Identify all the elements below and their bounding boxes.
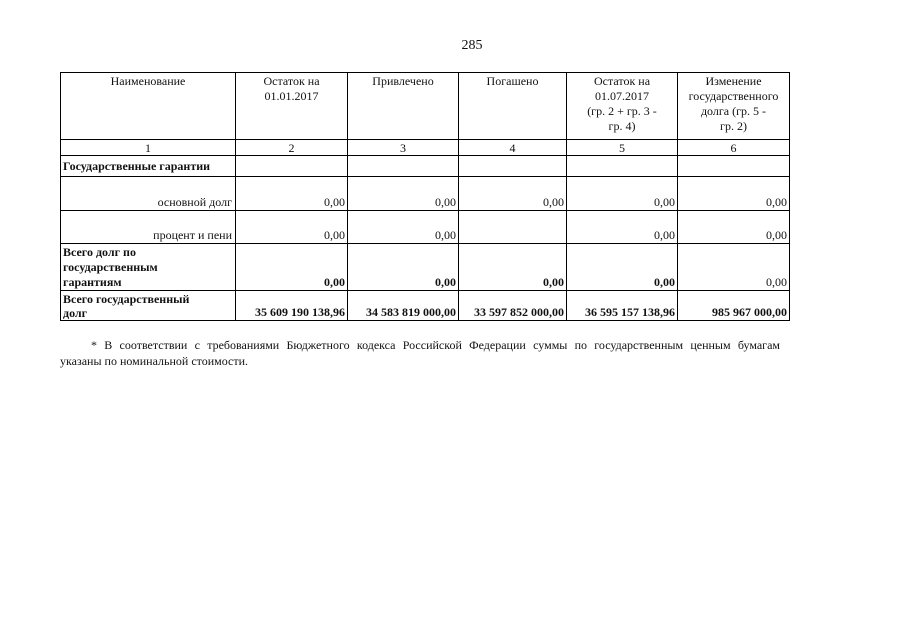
column-number: 2 bbox=[236, 140, 348, 156]
header-text: гр. 2) bbox=[720, 119, 747, 133]
footnote bbox=[60, 337, 780, 369]
header-text: Привлечено bbox=[372, 74, 434, 88]
table-row bbox=[61, 291, 790, 321]
table-cell: 34 583 819 000,00 bbox=[348, 291, 459, 321]
table-header-row bbox=[61, 73, 790, 140]
table-cell: 985 967 000,00 bbox=[678, 291, 790, 321]
header-text: 01.01.2017 bbox=[264, 89, 319, 103]
table-cell: 36 595 157 138,96 bbox=[567, 291, 678, 321]
header-text: Остаток на bbox=[593, 74, 651, 88]
header-cell-balance-end bbox=[567, 73, 678, 140]
table-row bbox=[61, 244, 790, 291]
column-number: 4 bbox=[459, 140, 567, 156]
table-cell: 0,00 bbox=[348, 244, 459, 291]
table-row bbox=[61, 177, 790, 211]
header-text: (гр. 2 + гр. 3 - bbox=[587, 104, 657, 118]
table-cell: 0,00 bbox=[236, 177, 348, 211]
column-number: 1 bbox=[61, 140, 236, 156]
header-text: 01.07.2017 bbox=[595, 89, 649, 103]
table-cell: 0,00 bbox=[678, 244, 790, 291]
row-label bbox=[61, 156, 236, 177]
header-cell-repaid bbox=[459, 73, 567, 140]
table-cell bbox=[567, 156, 678, 177]
footnote-line: * В соответствии с требованиями Бюджетного кодекса Российской Федерации суммы по государственным ценным бумагам bbox=[91, 338, 780, 352]
table-cell bbox=[348, 156, 459, 177]
table-cell: 0,00 bbox=[236, 211, 348, 244]
header-text: гр. 4) bbox=[608, 119, 636, 133]
row-label-text: основной долг bbox=[157, 195, 232, 209]
header-text: долга (гр. 5 - bbox=[700, 104, 767, 118]
table-cell: 0,00 bbox=[236, 244, 348, 291]
table-cell bbox=[459, 156, 567, 177]
table-cell: 0,00 bbox=[459, 177, 567, 211]
header-text: Изменение bbox=[705, 74, 762, 88]
footnote-line: указаны по номинальной стоимости. bbox=[60, 354, 249, 368]
table-cell bbox=[459, 211, 567, 244]
column-number-row bbox=[61, 140, 790, 156]
table-row bbox=[61, 211, 790, 244]
row-label bbox=[61, 177, 236, 211]
table-cell: 0,00 bbox=[567, 211, 678, 244]
page-number: 285 bbox=[461, 38, 483, 53]
row-label-text: процент и пени bbox=[153, 228, 232, 242]
header-cell-borrowed bbox=[348, 73, 459, 140]
table-cell: 0,00 bbox=[567, 244, 678, 291]
debt-table bbox=[60, 72, 790, 321]
row-label-text: Всего долг по bbox=[63, 245, 136, 259]
row-label-text: Всего государственный bbox=[63, 292, 190, 306]
table-cell: 0,00 bbox=[678, 177, 790, 211]
column-number: 5 bbox=[567, 140, 678, 156]
table-cell bbox=[678, 156, 790, 177]
row-label-text: Государственные гарантии bbox=[63, 158, 211, 173]
header-text: Погашено bbox=[486, 74, 539, 88]
column-number: 6 bbox=[678, 140, 790, 156]
table-cell bbox=[236, 156, 348, 177]
table-cell: 0,00 bbox=[459, 244, 567, 291]
table-cell: 0,00 bbox=[567, 177, 678, 211]
table-cell: 0,00 bbox=[348, 211, 459, 244]
row-label bbox=[61, 211, 236, 244]
row-label-text: государственным bbox=[63, 260, 158, 274]
table-cell: 0,00 bbox=[678, 211, 790, 244]
header-text: государственного bbox=[688, 89, 779, 103]
row-label-text: долг bbox=[63, 306, 88, 320]
row-label bbox=[61, 244, 236, 291]
header-cell-debt-change bbox=[678, 73, 790, 140]
row-label bbox=[61, 291, 236, 321]
header-text: Наименование bbox=[110, 74, 186, 88]
header-text: Остаток на bbox=[263, 74, 320, 88]
table-row bbox=[61, 156, 790, 177]
row-label-text: гарантиям bbox=[63, 275, 122, 289]
column-number: 3 bbox=[348, 140, 459, 156]
table-cell: 33 597 852 000,00 bbox=[459, 291, 567, 321]
table-cell: 0,00 bbox=[348, 177, 459, 211]
header-cell-balance-start bbox=[236, 73, 348, 140]
header-cell-name bbox=[61, 73, 236, 140]
table-cell: 35 609 190 138,96 bbox=[236, 291, 348, 321]
